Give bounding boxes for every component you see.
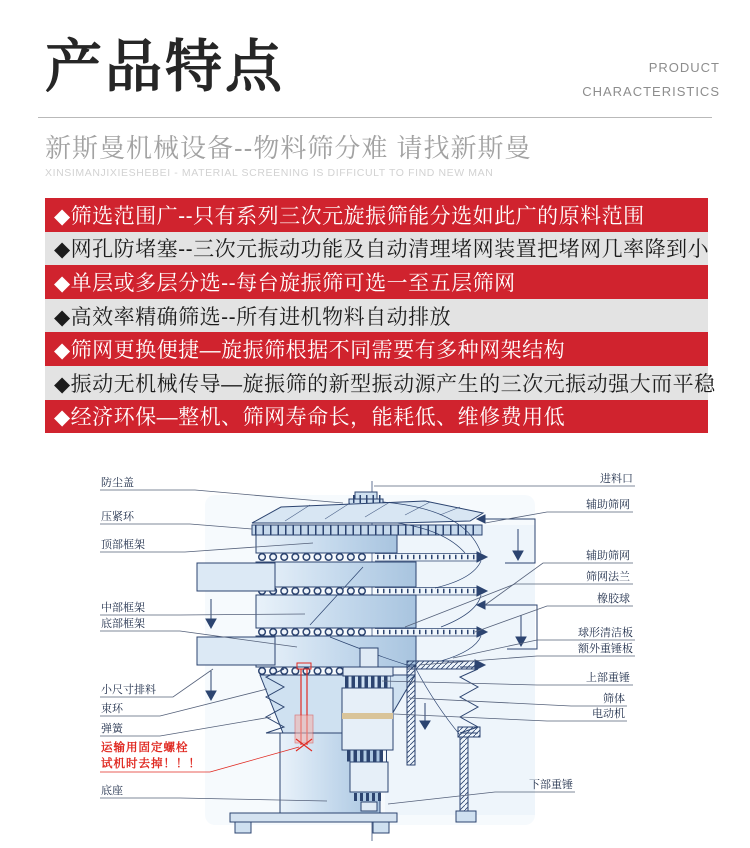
label-band-ring: 束环 — [101, 703, 123, 715]
label-middle-frame: 中部框架 — [101, 602, 145, 614]
diagram-labels-left — [101, 475, 201, 797]
subtitle-en-line1: PRODUCT — [648, 60, 720, 75]
label-lower-weight: 下部重锤 — [529, 779, 573, 791]
label-transport-bolt-warning-1: 运输用固定螺栓 — [101, 742, 189, 754]
label-aux-screen-1: 辅助筛网 — [586, 499, 630, 511]
tagline-cn: 新斯曼机械设备--物料筛分难 请找新斯曼 — [45, 133, 532, 163]
feature-row: ◆高效率精确筛选--所有进机物料自动排放 — [45, 299, 708, 333]
feature-row: ◆筛网更换便捷—旋振筛根据不同需要有多种网架结构 — [45, 332, 708, 366]
feature-row: ◆单层或多层分选--每台旋振筛可选一至五层筛网 — [45, 265, 708, 299]
label-upper-weight: 上部重锤 — [586, 672, 630, 684]
label-clamp-ring: 压紧环 — [101, 511, 134, 523]
feature-row: ◆振动无机械传导—旋振筛的新型振动源产生的三次元振动强大而平稳 — [45, 366, 708, 400]
subtitle-en-line2: CHARACTERISTICS — [582, 84, 720, 100]
label-motor: 电动机 — [592, 708, 625, 720]
structure-diagram — [85, 455, 745, 848]
header-divider — [38, 117, 712, 118]
label-aux-screen-2: 辅助筛网 — [586, 550, 630, 562]
label-dust-cover: 防尘盖 — [101, 477, 134, 489]
label-bottom-frame: 底部框架 — [101, 618, 145, 630]
label-feed-inlet: 进料口 — [600, 473, 633, 485]
base-plate — [230, 813, 397, 822]
label-small-discharge: 小尺寸排料 — [101, 684, 156, 696]
label-transport-bolt-warning-2: 试机时去掉！！！ — [101, 758, 201, 770]
machine-drawing — [85, 455, 745, 848]
feature-row: ◆筛选范围广--只有系列三次元旋振筛能分选如此广的原料范围 — [45, 198, 708, 232]
diagram-labels-right — [529, 471, 633, 791]
label-ball-clean-plate: 球形清洁板 — [578, 627, 633, 639]
label-top-frame: 顶部框架 — [101, 539, 145, 551]
feature-row: ◆网孔防堵塞--三次元振动功能及自动清理堵网装置把堵网几率降到小 — [45, 232, 708, 266]
page-subtitle-en — [582, 56, 720, 104]
feature-row: ◆经济环保—整机、筛网寿命长，能耗低、维修费用低 — [45, 400, 708, 434]
feature-list — [45, 198, 716, 433]
tagline-en: XINSIMANJIXIESHEBEI - MATERIAL SCREENING IS DIFFICULT TO FIND NEW MAN — [45, 167, 494, 179]
page-title: 产品特点 — [45, 35, 285, 99]
label-extra-weight-plate: 额外重锤板 — [578, 643, 633, 655]
label-screen-body: 筛体 — [603, 693, 625, 705]
label-base: 底座 — [101, 785, 123, 797]
motor-column — [342, 648, 393, 811]
label-rubber-ball: 橡胶球 — [597, 593, 630, 605]
label-spring: 弹簧 — [101, 723, 123, 735]
label-screen-flange: 筛网法兰 — [586, 571, 630, 583]
